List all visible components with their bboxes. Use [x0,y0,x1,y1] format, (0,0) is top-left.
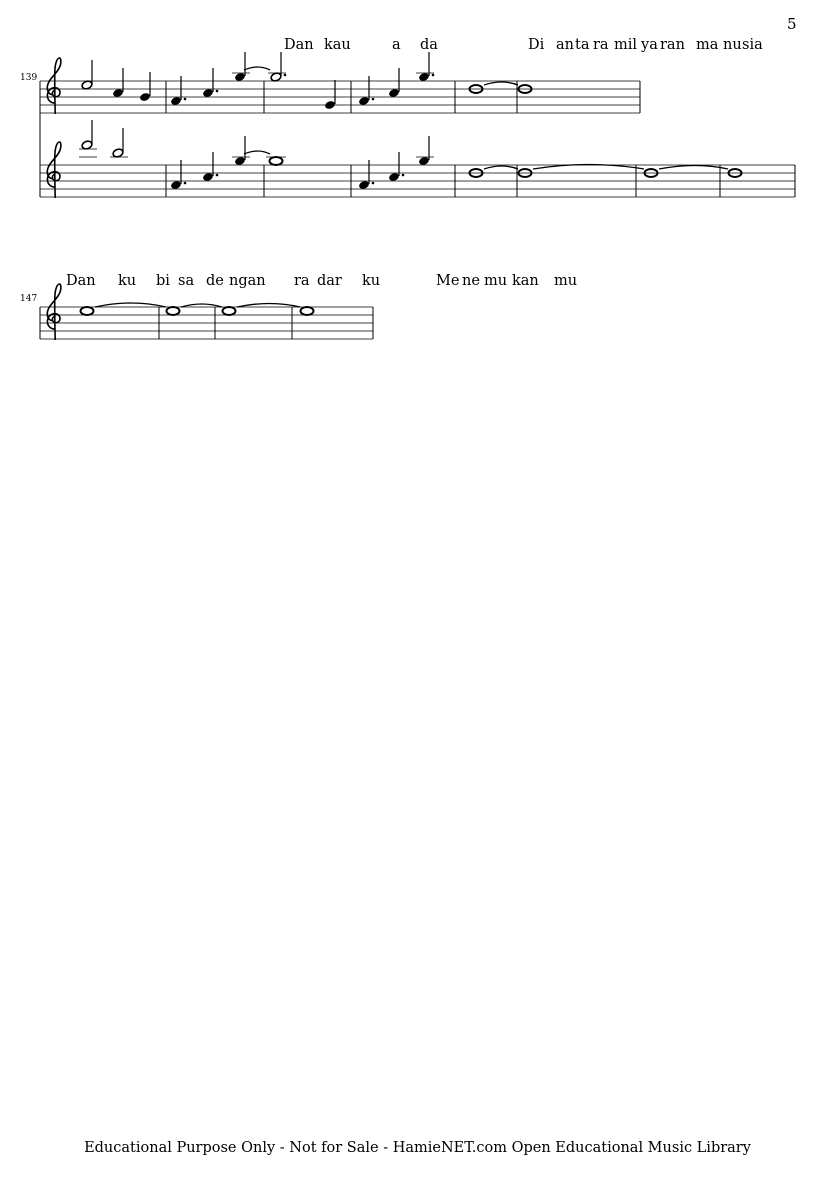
lyric-syllable: an [556,37,574,53]
lyric-syllable: ku [118,273,137,289]
music-score [0,0,835,400]
staff-lines [40,307,373,339]
footer-text: Educational Purpose Only - Not for Sale - HamieNET.com Open Educational Music Library [84,1140,751,1156]
lyric-syllable: Dan [66,273,96,289]
lyric-syllable: Di [528,37,545,53]
lyric-syllable: ma [696,37,719,53]
lyric-syllable: Dan [284,37,314,53]
lyric-syllable: a [392,37,401,53]
lyric-syllable: kan [512,273,539,289]
lyric-syllable: mil [614,37,638,53]
lyric-syllable: nu [723,37,742,53]
lyric-syllable: ra [294,273,310,289]
lyric-syllable: bi [156,273,170,289]
lyric-syllable: de [206,273,224,289]
lyric-syllable: dar [317,273,342,289]
lyric-syllable: sa [178,273,195,289]
lyric-syllable: kau [324,37,351,53]
treble-clef-icon [47,58,61,114]
lyric-syllable: ngan [229,273,266,289]
measure-number: 139 [20,73,38,83]
notes [81,303,314,315]
lyric-syllable: mu [554,273,578,289]
lyric-syllable: ran [660,37,685,53]
notes [79,120,742,190]
lyric-syllable: Me [436,273,460,289]
lyric-syllable: sia [742,37,763,53]
lyric-syllable: ra [593,37,609,53]
lyric-syllable: ta [575,37,590,53]
lyric-syllable: ya [641,37,658,53]
staff-lines [40,81,640,113]
lyric-syllable: ku [362,273,381,289]
page-number: 5 [787,15,797,33]
measure-number: 147 [20,294,38,304]
lyric-syllable: mu [484,273,508,289]
staff-lines [40,165,795,197]
lyric-syllable: da [420,37,438,53]
lyric-syllable: ne [462,273,480,289]
treble-clef-icon [47,284,61,340]
treble-clef-icon [47,142,61,198]
